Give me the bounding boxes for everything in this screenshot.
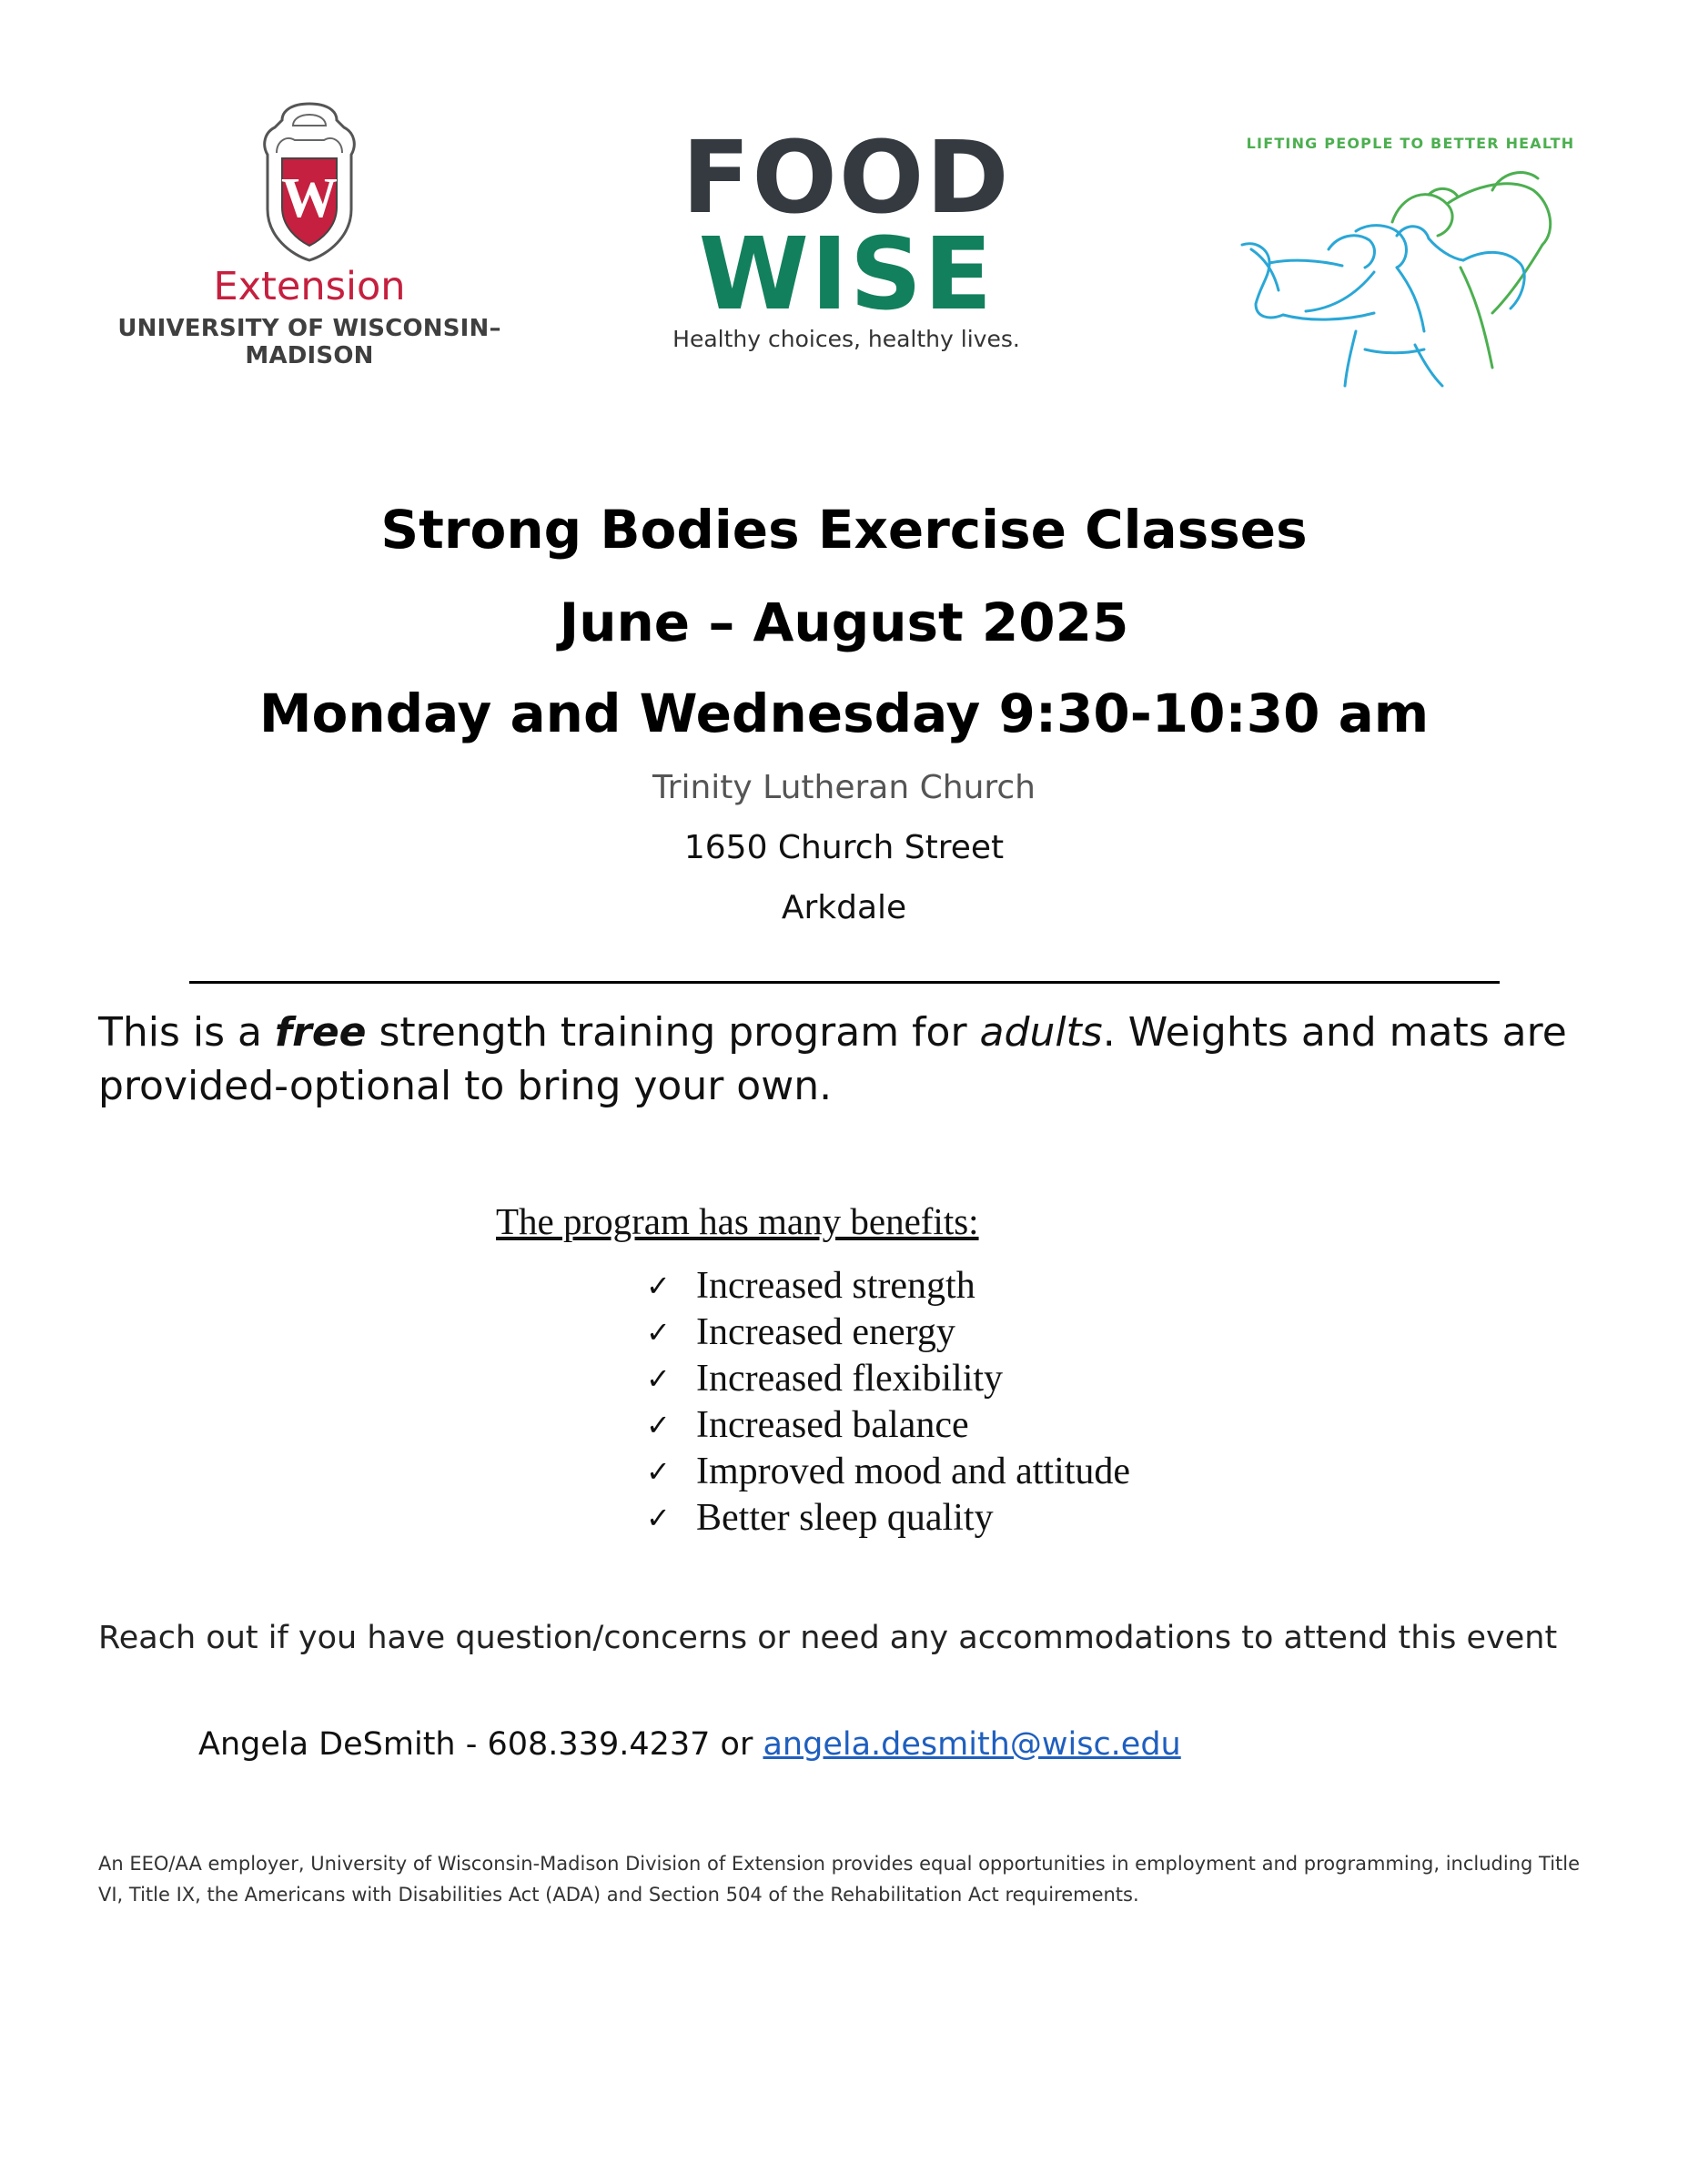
- eeo-statement: An EEO/AA employer, University of Wisconsin-Madison Division of Extension provides equal opportunities in employment and programming, including Title VI, Title IX, the Americans with Disabilities Act (ADA) and Section 504 of the Rehabilitation Act requirements.: [98, 1853, 1581, 1906]
- svg-text:W: W: [281, 167, 338, 229]
- uw-crest-icon: [255, 100, 364, 264]
- list-item: [646, 1402, 1130, 1449]
- list-item: [646, 1449, 1130, 1495]
- venue-name: Trinity Lutheran Church: [652, 769, 1036, 806]
- list-item: [646, 1356, 1130, 1402]
- list-item: [646, 1309, 1130, 1356]
- benefits-heading: The program has many benefits:: [496, 1200, 979, 1242]
- strong-bodies-logo: [1219, 127, 1602, 400]
- date-range: June – August 2025: [559, 592, 1129, 653]
- checkmark-icon: ✓: [646, 1408, 671, 1442]
- university-name: UNIVERSITY OF WISCONSIN–MADISON: [117, 315, 501, 369]
- foodwise-wise-word: WISE: [698, 216, 995, 332]
- program-description: [98, 1006, 1591, 1113]
- street-address: 1650 Church Street: [683, 829, 1005, 866]
- free-emphasis: free: [274, 1009, 367, 1056]
- contact-line: [198, 1726, 1181, 1763]
- checkmark-icon: ✓: [646, 1315, 671, 1350]
- horizontal-divider: [189, 981, 1500, 984]
- checkmark-icon: ✓: [646, 1361, 671, 1396]
- contact-name-phone: Angela DeSmith - 608.339.4237 or: [198, 1726, 763, 1763]
- foodwise-tagline: Healthy choices, healthy lives.: [672, 326, 1020, 352]
- lifting-tagline: LIFTING PEOPLE TO BETTER HEALTH: [1246, 135, 1575, 152]
- checkmark-icon: ✓: [646, 1269, 671, 1303]
- list-item: [646, 1263, 1130, 1309]
- benefit-label: Improved mood and attitude: [696, 1451, 1131, 1492]
- extension-wordmark: Extension: [213, 264, 406, 309]
- intro-text: strength training program for: [366, 1009, 980, 1056]
- accommodations-note: Reach out if you have question/concerns or need any accommodations to attend this event: [98, 1620, 1558, 1656]
- page-title: Strong Bodies Exercise Classes: [380, 499, 1308, 561]
- benefit-label: Increased balance: [696, 1404, 969, 1446]
- checkmark-icon: ✓: [646, 1501, 671, 1535]
- class-schedule: Monday and Wednesday 9:30-10:30 am: [258, 682, 1430, 744]
- intro-text: . Weights and mats are provided-optional to bring your own.: [98, 1009, 1567, 1109]
- benefit-label: Better sleep quality: [696, 1497, 994, 1539]
- foodwise-logo: [655, 119, 1037, 364]
- benefit-label: Increased strength: [696, 1265, 975, 1307]
- extension-logo: [77, 100, 541, 369]
- contact-email-link[interactable]: angela.desmith@wisc.edu: [763, 1726, 1181, 1763]
- flexing-figures-icon: [1219, 158, 1602, 395]
- benefit-label: Increased energy: [696, 1311, 955, 1353]
- intro-text: This is a: [98, 1009, 275, 1056]
- benefit-label: Increased flexibility: [696, 1358, 1004, 1400]
- list-item: [646, 1495, 1130, 1542]
- adults-emphasis: adults: [979, 1009, 1103, 1056]
- foodwise-food-word: FOOD: [682, 119, 1011, 236]
- benefits-list: [646, 1263, 1130, 1542]
- city-name: Arkdale: [781, 889, 907, 926]
- checkmark-icon: ✓: [646, 1454, 671, 1489]
